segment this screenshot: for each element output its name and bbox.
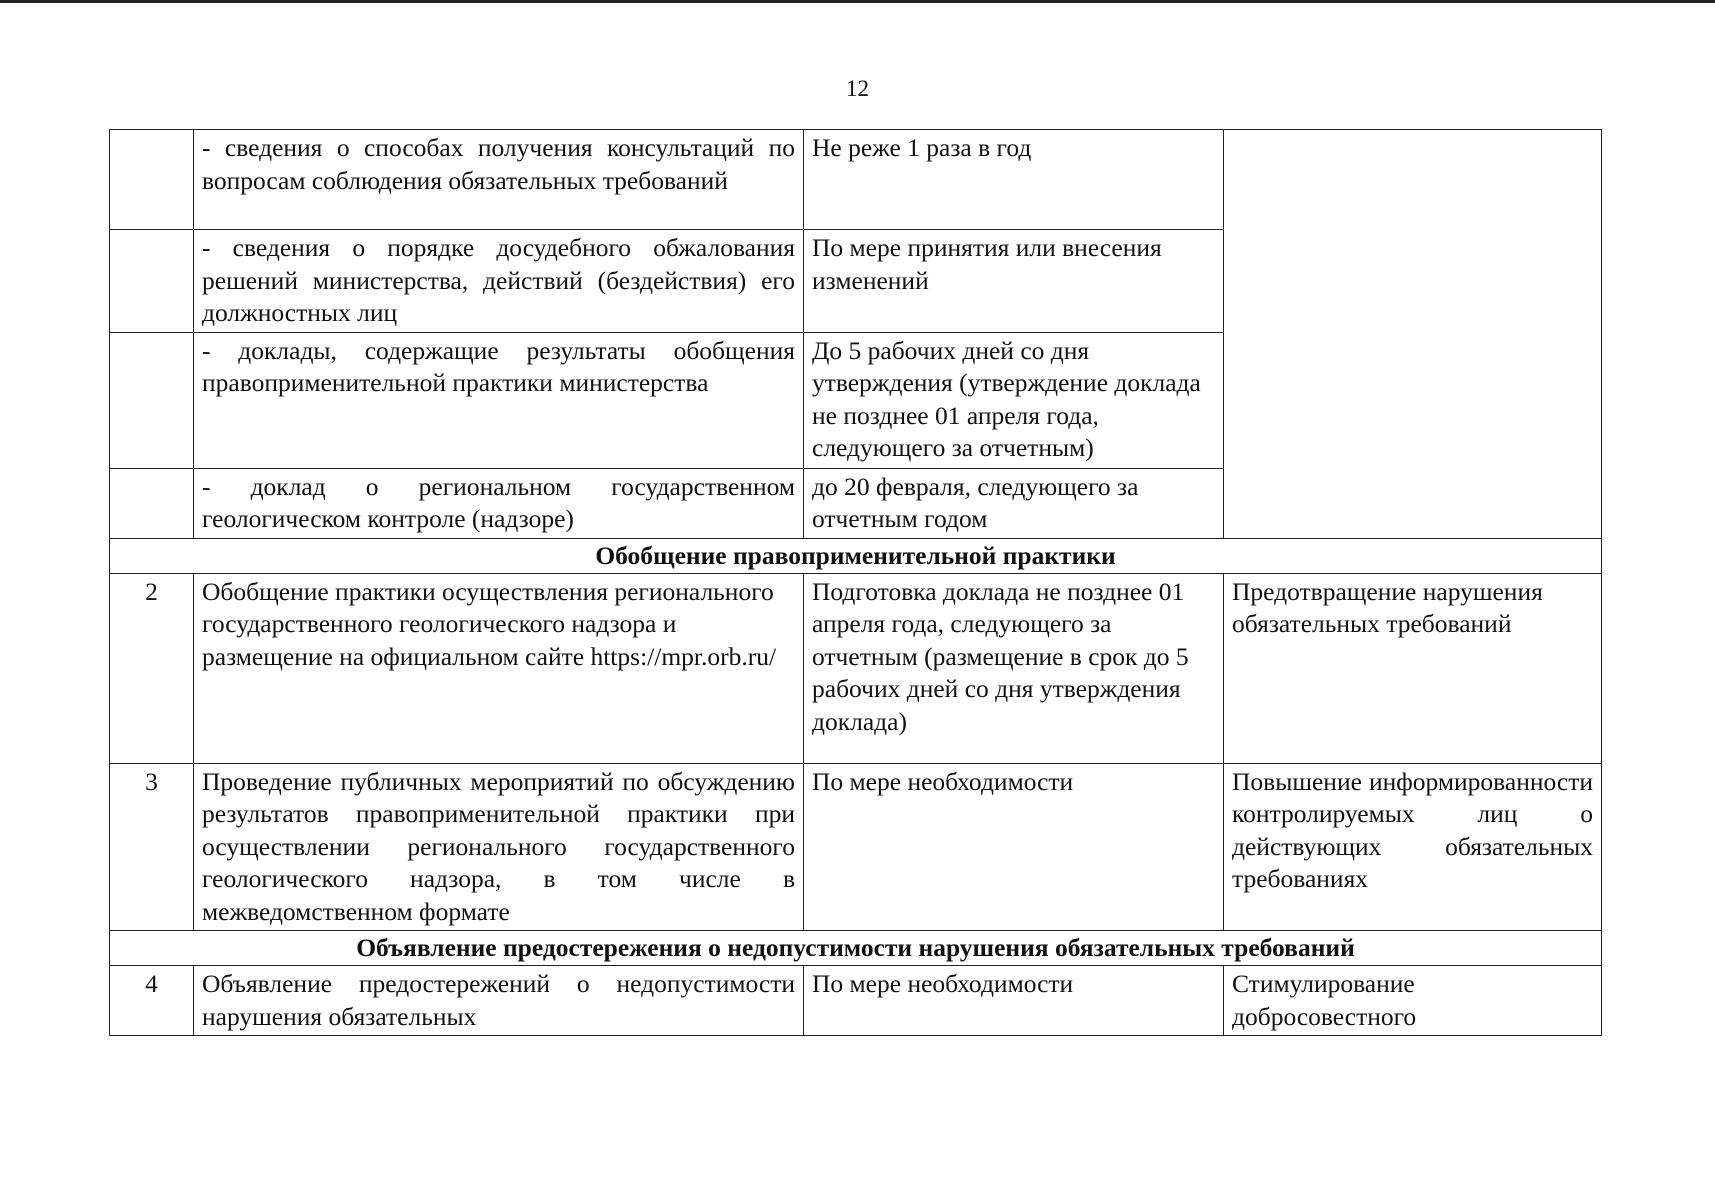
measure-content-cell: - доклад о региональном государственном геологическом контроле (надзоре) (194, 468, 804, 538)
row-number-cell (110, 332, 194, 468)
section-title-generalization: Обобщение правоприменительной практики (110, 538, 1602, 573)
row-number-cell (110, 468, 194, 538)
table-row (110, 763, 1602, 931)
row-number-cell (110, 230, 194, 333)
row-number-cell (110, 130, 194, 230)
deadline-cell: По мере необходимости (804, 763, 1224, 931)
table-row (110, 966, 1602, 1036)
deadline-cell: До 5 рабочих дней со дня утверждения (утверждение доклада не позднее 01 апреля года, следующего за отчетным) (804, 332, 1224, 468)
row-number-cell: 3 (110, 763, 194, 931)
measure-content-cell: - доклады, содержащие результаты обобщения правоприменительной практики министерства (194, 332, 804, 468)
table-row (110, 130, 1602, 230)
deadline-cell: Подготовка доклада не позднее 01 апреля года, следующего за отчетным (размещение в срок до 5 рабочих дней со дня утверждения доклада) (804, 573, 1224, 763)
section-header-row (110, 538, 1602, 573)
measures-table (109, 129, 1602, 1036)
section-header-row (110, 931, 1602, 966)
page-number: 12 (846, 76, 869, 101)
section-title-warning: Объявление предостережения о недопустимости нарушения обязательных требований (110, 931, 1602, 966)
measure-content-cell: Объявление предостережений о недопустимости нарушения обязательных (194, 966, 804, 1036)
measure-content-cell: Проведение публичных мероприятий по обсуждению результатов правоприменительной практики при осуществлении регионального государственного геологического надзора, в том числе в межведомственном формате (194, 763, 804, 931)
measure-content-cell: - сведения о порядке досудебного обжалования решений министерства, действий (бездействия) его должностных лиц (194, 230, 804, 333)
result-cell: Стимулирование добросовестного (1224, 966, 1602, 1036)
result-cell-empty (1224, 130, 1602, 539)
deadline-cell: По мере необходимости (804, 966, 1224, 1036)
scan-top-edge (0, 0, 1715, 3)
measure-content-cell: - сведения о способах получения консультаций по вопросам соблюдения обязательных требований (194, 130, 804, 230)
result-cell: Повышение информированности контролируемых лиц о действующих обязательных требованиях (1224, 763, 1602, 931)
deadline-cell: до 20 февраля, следующего за отчетным годом (804, 468, 1224, 538)
measure-content-cell: Обобщение практики осуществления регионального государственного геологического надзора и размещение на официальном сайте https://mpr.orb.ru/ (194, 573, 804, 763)
table-row (110, 573, 1602, 763)
deadline-cell: По мере принятия или внесения изменений (804, 230, 1224, 333)
deadline-cell: Не реже 1 раза в год (804, 130, 1224, 230)
row-number-cell: 2 (110, 573, 194, 763)
result-cell: Предотвращение нарушения обязательных требований (1224, 573, 1602, 763)
row-number-cell: 4 (110, 966, 194, 1036)
